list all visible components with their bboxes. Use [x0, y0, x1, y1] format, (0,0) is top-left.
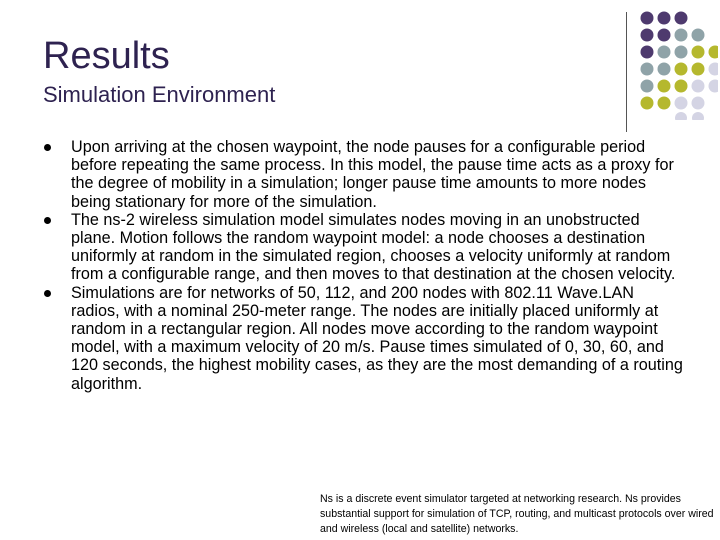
- decor-dot: [658, 97, 671, 110]
- decor-dot: [692, 97, 705, 110]
- decor-dot: [675, 80, 688, 93]
- decor-dot: [641, 12, 654, 25]
- decor-dot: [675, 112, 687, 120]
- decor-dot: [675, 63, 688, 76]
- decor-dot: [692, 63, 705, 76]
- bullet-text: The ns-2 wireless simulation model simulates nodes moving in an unobstructed plane. Motion follows the random waypoint model: a node chooses a destination uniformly at random in the simulated region, chooses a velocity uniformly at random from a configurable range, and then moves to that destination at the chosen velocity.: [71, 210, 676, 284]
- bullet-dot-icon: [44, 290, 51, 297]
- decor-dot: [658, 46, 671, 59]
- decor-dot: [675, 97, 688, 110]
- decor-dot: [658, 29, 671, 42]
- decor-dot: [658, 63, 671, 76]
- bullet-item: [44, 211, 684, 284]
- decor-dot: [709, 63, 719, 76]
- decor-dot: [641, 97, 654, 110]
- decor-dot: [692, 112, 704, 120]
- bullet-item: [44, 284, 684, 393]
- bullet-text: Upon arriving at the chosen waypoint, the node pauses for a configurable period before repeating the same process. In this model, the pause time acts as a proxy for the degree of mobility in a simulation; longer pause time amounts to more nodes being stationary for more of the simulation.: [71, 138, 674, 211]
- decor-dot: [692, 29, 705, 42]
- slide-subtitle: Simulation Environment: [43, 82, 276, 107]
- decor-dot: [692, 46, 705, 59]
- decorative-divider: [626, 12, 627, 132]
- decor-dot: [709, 80, 719, 93]
- bullet-text: Simulations are for networks of 50, 112, and 200 nodes with 802.11 Wave.LAN radios, with a nominal 250-meter range. The nodes are initially placed uniformly at random in a rectangular region. All nodes move according to the random waypoint model, with a maximum velocity of 20 m/s. Pause times simulated of 0, 30, 60, and 120 seconds, the highest mobility cases, as they are the most demanding of a routing algorithm.: [71, 283, 683, 393]
- decor-dot: [641, 46, 654, 59]
- bullet-dot-icon: [44, 217, 51, 224]
- decor-dot: [675, 46, 688, 59]
- decor-dot: [709, 46, 719, 59]
- slide-title: Results: [43, 35, 170, 77]
- footnote: Ns is a discrete event simulator targeted at networking research. Ns provides substantial support for simulation of TCP, routing, and multicast protocols over wired and wireless (local and satellite) networks.: [320, 493, 714, 535]
- bullet-dot-icon: [44, 144, 51, 151]
- decor-dot: [658, 12, 671, 25]
- bullet-item: [44, 138, 684, 211]
- bullet-list: [44, 138, 684, 393]
- decor-dot: [641, 80, 654, 93]
- decor-dot: [675, 29, 688, 42]
- decor-dot: [658, 80, 671, 93]
- decorative-dot-grid: [638, 10, 718, 120]
- decor-dot: [692, 80, 705, 93]
- decor-dot: [675, 12, 688, 25]
- decor-dot: [641, 29, 654, 42]
- decor-dot: [641, 63, 654, 76]
